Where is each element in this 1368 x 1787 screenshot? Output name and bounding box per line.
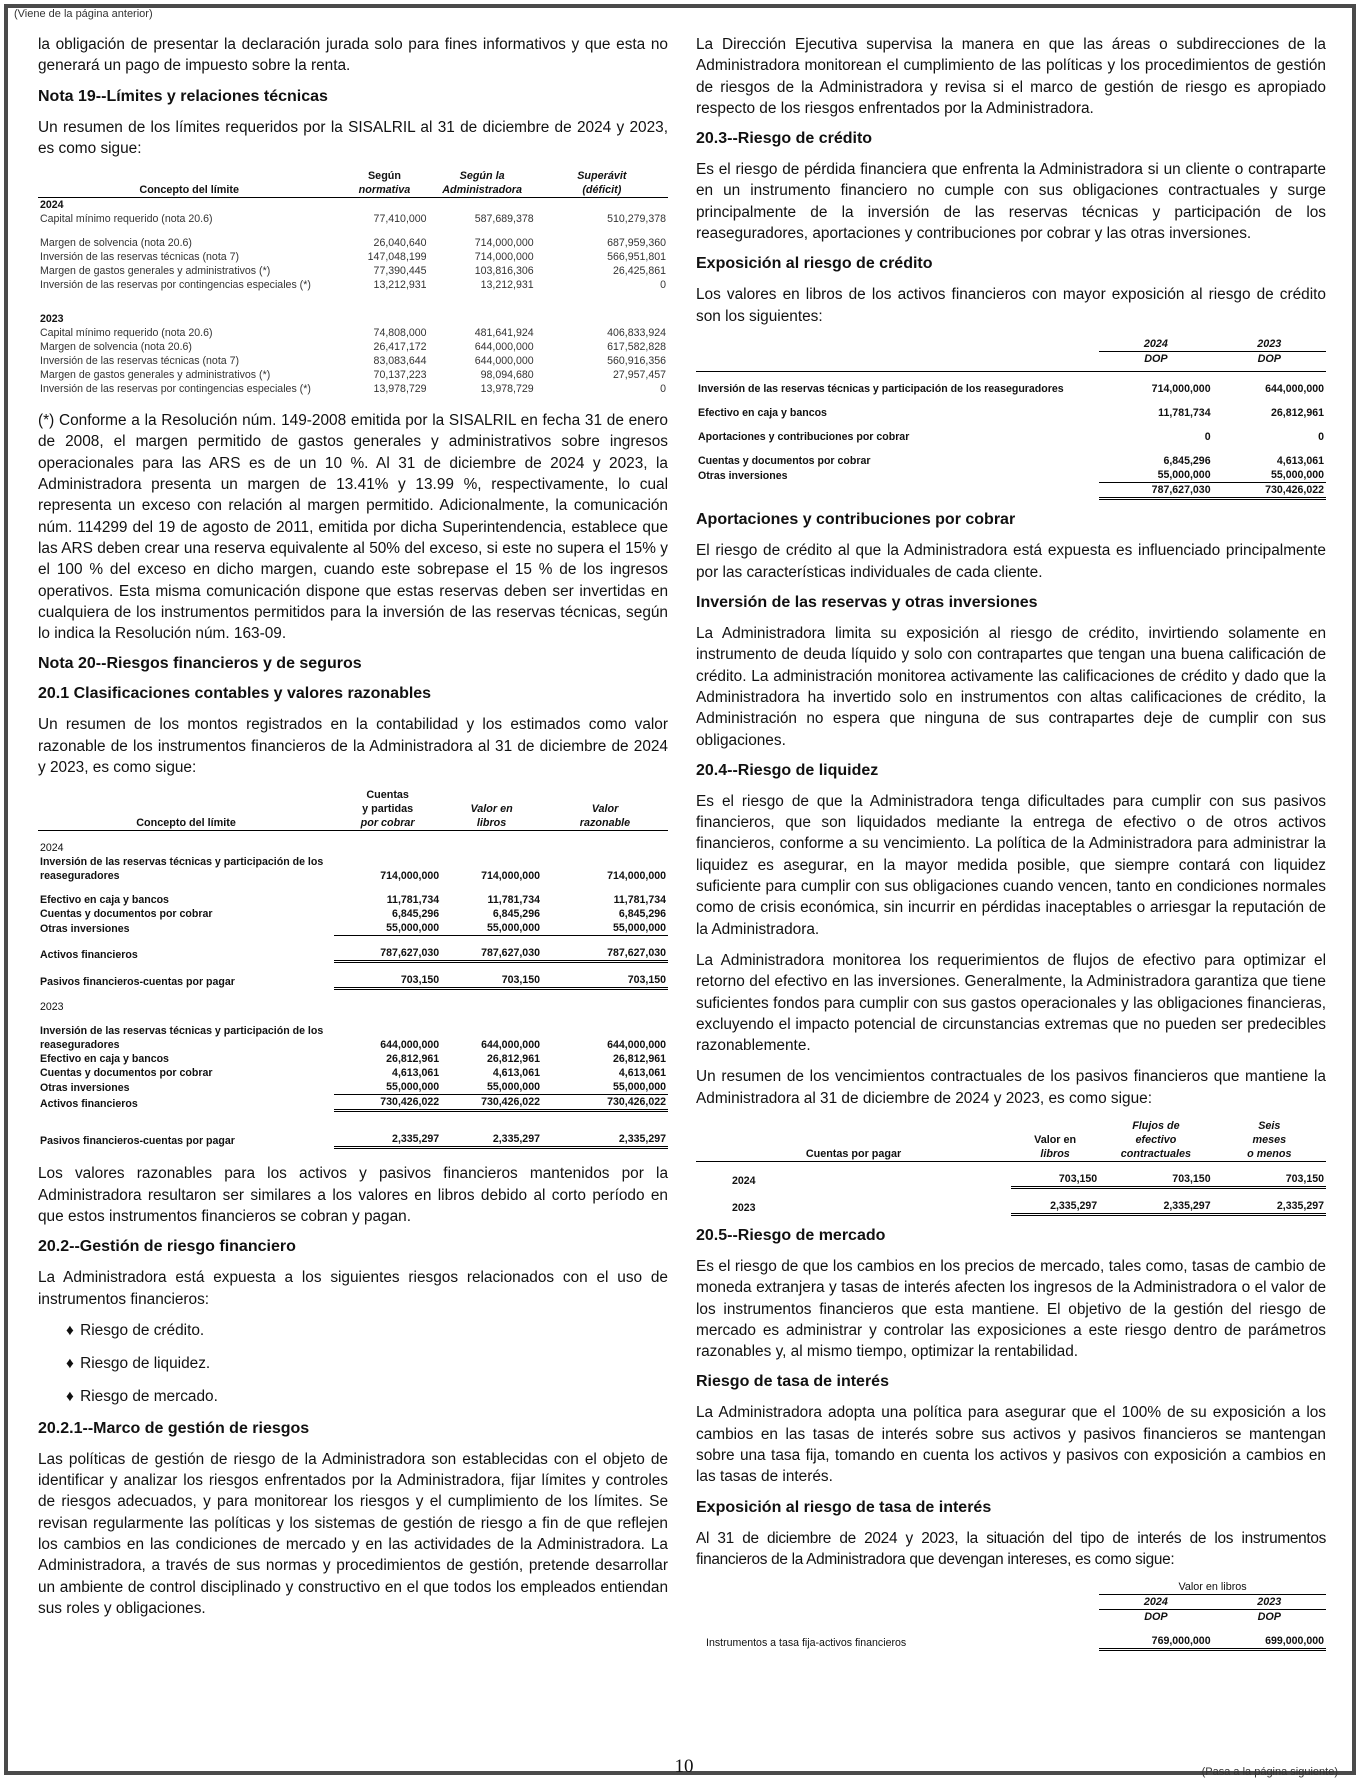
section-205-paragraph: Es el riesgo de que los cambios en los precios de mercado, tales como, tasas de cambio de moneda extranjera y tasas de interés afecten los ingresos de la Administradora o el valor de los instrumentos financieros que esta mantiene. El objetivo de la gestión del riesgo de mercado es administrar y controlar las exposiciones a este riesgo dentro de parámetros razonables y, al mismo tiempo, optimizar la rentabilidad. [696, 1258, 1326, 1361]
continued-from-note: (Viene de la página anterior) [14, 8, 153, 20]
liquidity-table: Flujos de Seis Valor en efectivo meses Cuentas por pagar libros contractuales o menos 2024 703,150 703,150 703,150 2023 2,335,297 2,335,297 2,335,297 [696, 1119, 1326, 1216]
col-concepto: Concepto del límite [38, 816, 334, 831]
table-row: Pasivos financieros-cuentas por pagar 703,150 703,150 703,150 [40, 974, 666, 988]
section-202-title: 20.2--Gestión de riesgo financiero [38, 1238, 296, 1256]
table-row: Inversión de las reservas por contingencias especiales (*) 13,978,729 13,978,729 0 [40, 383, 666, 396]
table-row: Cuentas y documentos por cobrar 4,613,061 4,613,061 4,613,061 [40, 1067, 666, 1080]
table-row: Otras inversiones 55,000,000 55,000,000 55,000,000 [40, 922, 666, 935]
section-204-paragraph-3: Un resumen de los vencimientos contractuales de los pasivos financieros que mantiene la Administradora al 31 de diciembre de 2024 y 2023, es como sigue: [696, 1068, 1326, 1107]
table-row: Inversión de las reservas técnicas (nota 7) 83,083,644 644,000,000 560,916,356 [40, 355, 666, 368]
table-row: Margen de solvencia (nota 20.6) 26,417,172 644,000,000 617,582,828 [40, 341, 666, 354]
section-2021-paragraph: Las políticas de gestión de riesgo de la Administradora son establecidas con el objeto de identificar y analizar los riesgos enfrentados por la Administradora, fijar límites y controles de riesgos adecuados, y para monitorear los riesgos y el cumplimiento de los límites. Se revisan regularmente las políticas y los sistemas de gestión de riesgo a fin de que reflejen los cambios en las condiciones de mercado y en las actividades de la Administradora. La Administradora, a través de sus normas y procedimientos de gestión, pretende desarrollar un ambiente de control disciplinado y constructivo en el que todos los empleados entiendan sus roles y obligaciones. [38, 1450, 668, 1617]
credit-exposure-title: Exposición al riesgo de crédito [696, 255, 933, 273]
table-row: reaseguradores 644,000,000 644,000,000 644,000,000 [40, 1039, 666, 1052]
inversion-title: Inversión de las reservas y otras inversiones [696, 594, 1038, 612]
left-column [38, 34, 668, 1629]
interest-rate-risk-title: Riesgo de tasa de interés [696, 1373, 889, 1391]
section-202-paragraph: La Administradora está expuesta a los siguientes riesgos relacionados con el uso de instrumentos financieros: [38, 1269, 668, 1308]
table-row: Cuentas y documentos por cobrar 6,845,296 6,845,296 6,845,296 [40, 908, 666, 921]
section-204-paragraph-1: Es el riesgo de que la Administradora tenga dificultades para cumplir con sus pasivos financieros, que son liquidados mediante la entrega de efectivo o de otros activos financieros, conforme a su vencimiento. La política de la Administradora para administrar la liquidez es asegurar, en la mayor medida posible, que siempre contará con liquidez suficiente para cumplir con sus obligaciones cuando vencen, tanto en condiciones normales como de crisis económica, sin incurrir en pérdidas inaceptables o arriesgar la reputación de la Administradora. [696, 792, 1326, 938]
risk-list [38, 1320, 668, 1407]
year-label: 2023 [40, 313, 64, 326]
table-row: Inversión de las reservas por contingencias especiales (*) 13,212,931 13,212,931 0 [40, 279, 666, 292]
interest-rate-table: Valor en libros 2024 2023 DOP DOP Instrumentos a tasa fija-activos financieros 769,000,000 699,000,000 [696, 1580, 1326, 1651]
col-concepto: Concepto del límite [38, 183, 340, 198]
diamond-bullet-icon: ♦ [66, 1321, 74, 1339]
table-row: Margen de gastos generales y administrativos (*) 77,390,445 103,816,306 26,425,861 [40, 265, 666, 278]
table-row: Otras inversiones 55,000,000 55,000,000 [698, 469, 1324, 482]
total-2023: 730,426,022 [1213, 483, 1326, 499]
year-label: 2023 [40, 1001, 64, 1014]
list-item: ♦ Riesgo de crédito. [66, 1321, 205, 1339]
section-201-paragraph: Un resumen de los montos registrados en la contabilidad y los estimados como valor razonable de los instrumentos financieros de la Administradora al 31 de diciembre de 2024 y 2023, es como sigue: [38, 716, 668, 777]
diamond-bullet-icon: ♦ [66, 1387, 74, 1405]
fair-value-table: Cuentas y partidas Valor en Valor Concepto del límite por cobrar libros razonable 2024 Inversión de las reservas técnicas y participación de los reaseguradores 714,000,000 714,000,000 714,000,000 Efectivo en caja y bancos 11,781,734 11,781,734 11,781,734 Cuentas y documentos por cobrar 6,845,296 6,845,296 6,845,296 Otras inversiones 55,000,000 55,000,000 55,000,000 Activos financieros 787,627,030 787,627,030 787,627,030 Pasivos financieros-cuentas por pagar 703,150 703,150 703,150 2023 Inversión de las reservas técnicas y participación de los reaseguradores 644,000,000 644,000,000 644,000,000 Efectivo en caja y bancos 26,812,961 26,812,961 26,812,961 Cuentas y documentos por cobrar 4,613,061 4,613,061 4,613,061 Otras inversiones 55,000,000 55,000,000 55,000,000 Activos financieros 730,426,022 730,426,022 730,426,022 Pasivos financieros-cuentas por pagar 2,335,297 2,335,297 2,335,297 [40, 789, 666, 1147]
table-row: Margen de gastos generales y administrativos (*) 70,137,223 98,094,680 27,957,457 [40, 369, 666, 382]
section-204-title: 20.4--Riesgo de liquidez [696, 761, 879, 779]
section-203-title: 20.3--Riesgo de crédito [696, 130, 873, 148]
total-2024: 787,627,030 [1099, 483, 1212, 499]
fair-value-paragraph: Los valores razonables para los activos y pasivos financieros mantenidos por la Administradora resultaron ser similares a los valores en libros debido al corto período en que estos instrumentos financieros se cobran y pagan. [38, 1165, 668, 1225]
direccion-paragraph: La Dirección Ejecutiva supervisa la manera en que las áreas o subdirecciones de la Administradora monitorean el cumplimiento de las políticas y los procedimientos de gestión de riesgos de la Administradora y revisa si el marco de gestión de riesgo es apropiado respecto de los riesgos enfrentados por la Administradora. [696, 36, 1326, 117]
table-row: 2024 703,150 703,150 703,150 [732, 1173, 1324, 1187]
nota20-title: Nota 20--Riesgos financieros y de seguros [38, 655, 362, 673]
table-row: Inversión de las reservas técnicas y participación de los reaseguradores 714,000,000 644,000,000 [698, 383, 1324, 396]
interest-exposure-paragraph: Al 31 de diciembre de 2024 y 2023, la situación del tipo de interés de los instrumentos financieros de la Administradora que devengan intereses, es como sigue: [696, 1529, 1326, 1568]
diamond-bullet-icon: ♦ [66, 1354, 74, 1372]
table-row: Cuentas y documentos por cobrar 6,845,296 4,613,061 [698, 455, 1324, 468]
aportaciones-title: Aportaciones y contribuciones por cobrar [696, 511, 1016, 529]
table-row: Pasivos financieros-cuentas por pagar 2,335,297 2,335,297 2,335,297 [40, 1133, 666, 1147]
section-205-title: 20.5--Riesgo de mercado [696, 1227, 886, 1244]
table-row: Aportaciones y contribuciones por cobrar 0 0 [698, 431, 1324, 444]
table-row: Efectivo en caja y bancos 26,812,961 26,812,961 26,812,961 [40, 1053, 666, 1066]
continued-to-note: (Pasa a la página siguiente) [1201, 1766, 1338, 1778]
page-number: 10 [674, 1756, 694, 1777]
table-row: Margen de solvencia (nota 20.6) 26,040,640 714,000,000 687,959,360 [40, 237, 666, 250]
footnote-paragraph: (*) Conforme a la Resolución núm. 149-2008 emitida por la SISALRIL en fecha 31 de enero de 2008, el margen permitido de gastos generales y administrativos sobre ingresos operacionales para las ARS es de un 10 %. Al 31 de diciembre de 2024 y 2023, la Administradora presenta un margen de 13.41% y 13.99 %, respectivamente, lo cual representa un exceso con relación al margen permitido. Adicionalmente, la comunicación núm. 114299 del 19 de agosto de 2011, emitida por dicha Superintendencia, establece que las ARS deben crear una reserva equivalente al 50% del exceso, si este no supera el 15% y el 100 % del exceso en dicho margen, cuando este sobrepase el 15 % de los ingresos operativos. Esta misma comunicación dispone que estas reservas deben ser invertidas en cualquiera de los instrumentos permitidos para la inversión de las reservas técnicas, según lo indica la Resolución núm. 163-09. [38, 412, 668, 643]
table-row: reaseguradores 714,000,000 714,000,000 714,000,000 [40, 870, 666, 883]
table-row: Activos financieros 730,426,022 730,426,022 730,426,022 [40, 1096, 666, 1110]
table-row: Capital mínimo requerido (nota 20.6) 77,410,000 587,689,378 510,279,378 [40, 213, 666, 226]
list-item: ♦ Riesgo de mercado. [66, 1387, 218, 1405]
table-row: Efectivo en caja y bancos 11,781,734 11,781,734 11,781,734 [40, 894, 666, 907]
inversion-paragraph: La Administradora limita su exposición al riesgo de crédito, invirtiendo solamente en instrumento de deuda líquido y solo con contrapartes que tengan una buena calificación de crédito. La administración monitorea activamente las calificaciones de crédito y dado que la Administradora ha invertido solo en instrumentos con altas calificaciones de crédito, la Administración no espera que ninguna de sus contrapartes deje de cumplir con sus obligaciones. [696, 625, 1326, 749]
section-201-title: 20.1 Clasificaciones contables y valores razonables [38, 685, 432, 703]
year-label: 2024 [40, 199, 64, 212]
year-label: 2024 [40, 842, 64, 855]
table-row: Instrumentos a tasa fija-activos financieros 769,000,000 699,000,000 [706, 1635, 1324, 1649]
table-row: Otras inversiones 55,000,000 55,000,000 55,000,000 [40, 1081, 666, 1094]
table-row [696, 483, 1326, 499]
limits-table: Según Según la Superávit Concepto del límite normativa Administradora (déficit) 2024 Capital mínimo requerido (nota 20.6) 77,410,000 587,689,378 510,279,378 Margen de solvencia (nota 20.6) 26,040,640 714,000,000 687,959,360 Inversión de las reservas técnicas (nota 7) 147,048,199 714,000,000 566,951,801 Margen de gastos generales y administrativos (*) 77,390,445 103,816,306 26,425,861 Inversión de las reservas por contingencias especiales (*) 13,212,931 13,212,931 0 2023 Capital mínimo requerido (nota 20.6) 74,808,000 481,641,924 406,833,924 Margen de solvencia (nota 20.6) 26,417,172 644,000,000 617,582,828 Inversión de las reservas técnicas (nota 7) 83,083,644 644,000,000 560,916,356 Margen de gastos generales y administrativos (*) 70,137,223 98,094,680 27,957,457 Inversión de las reservas por contingencias especiales (*) 13,978,729 13,978,729 0 [40, 170, 666, 396]
table-row: Capital mínimo requerido (nota 20.6) 74,808,000 481,641,924 406,833,924 [40, 327, 666, 340]
table-row: Efectivo en caja y bancos 11,781,734 26,812,961 [698, 407, 1324, 420]
table-row: 2023 2,335,297 2,335,297 2,335,297 [732, 1200, 1324, 1214]
list-item: ♦ Riesgo de liquidez. [66, 1354, 211, 1372]
credit-exposure-table: 2024 2023 DOP DOP Inversión de las reservas técnicas y participación de los reaseguradores 714,000,000 644,000,000 Efectivo en caja y bancos 11,781,734 26,812,961 Aportaciones y contribuciones por cobrar 0 0 Cuentas y documentos por cobrar 6,845,296 4,613,061 Otras inversiones 55,000,000 55,000,000 787,627,030 730,426,022 [696, 337, 1326, 501]
intro-paragraph: la obligación de presentar la declaración jurada solo para fines informativos y que esta no generará un pago de impuesto sobre la renta. [38, 36, 668, 75]
credit-exposure-paragraph: Los valores en libros de los activos financieros con mayor exposición al riesgo de crédito son los siguientes: [696, 286, 1326, 325]
section-2021-title: 20.2.1--Marco de gestión de riesgos [38, 1419, 310, 1437]
interest-exposure-title: Exposición al riesgo de tasa de interés [696, 1498, 992, 1516]
table-row: Inversión de las reservas técnicas (nota 7) 147,048,199 714,000,000 566,951,801 [40, 251, 666, 264]
interest-rate-risk-paragraph: La Administradora adopta una política para asegurar que el 100% de su exposición a los cambios en las tasas de interés sobre sus activos y pasivos financieros se mantengan sobre una tasa fija, tomando en cuenta los activos y pasivos con exposición a cambios en las tasas de interés. [696, 1404, 1326, 1486]
table-row: Activos financieros 787,627,030 787,627,030 787,627,030 [40, 947, 666, 961]
section-203-paragraph: Es el riesgo de pérdida financiera que enfrenta la Administradora si un cliente o contraparte en un instrumento financiero no cumple con sus obligaciones contractuales y surge principalmente de la inversión de las reservas técnicas y participación de los reaseguradores, aportaciones y contribuciones por cobrar y las otras inversiones. [696, 161, 1326, 243]
nota19-title: Nota 19--Límites y relaciones técnicas [38, 87, 328, 105]
nota19-paragraph: Un resumen de los límites requeridos por la SISALRIL al 31 de diciembre de 2024 y 2023, es como sigue: [38, 118, 668, 157]
aportaciones-paragraph: El riesgo de crédito al que la Administradora está expuesta es influenciado principalmente por las características individuales de cada cliente. [696, 542, 1326, 581]
right-column [696, 34, 1326, 1661]
section-204-paragraph-2: La Administradora monitorea los requerimientos de flujos de efectivo para optimizar el retorno del efectivo en las inversiones. Generalmente, la Administradora garantiza que tiene suficientes fondos para cumplir con sus gastos operacionales y las obligaciones financieras, excluyendo el impacto potencial de circunstancias extremas que no pueden ser predecibles razonablemente. [696, 951, 1326, 1055]
